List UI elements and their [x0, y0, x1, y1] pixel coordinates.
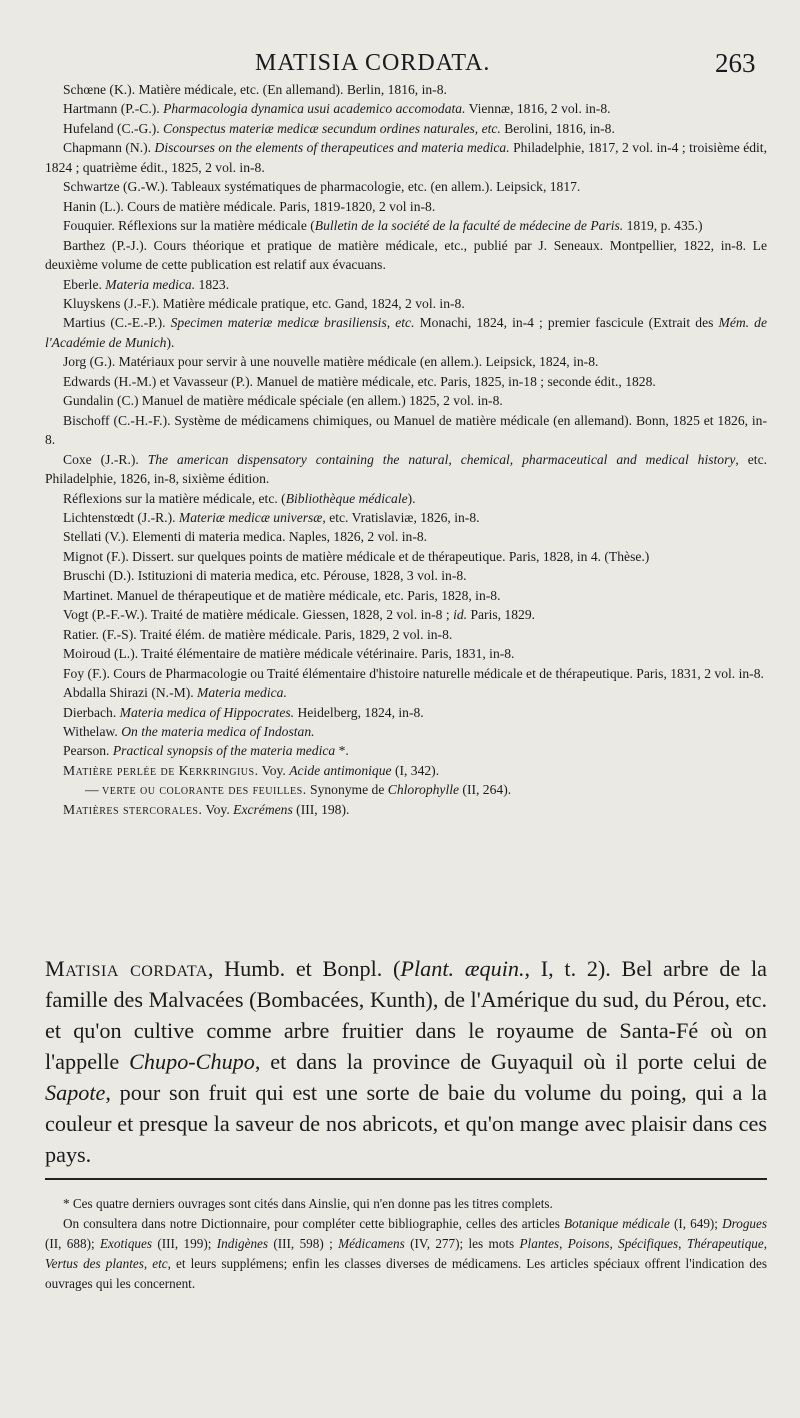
italic-text: Médicamens	[338, 1236, 405, 1251]
article-paragraph	[45, 953, 767, 1170]
text-run: On consultera dans notre Dictionnaire, pour compléter cette bibliographie, celles des articles	[63, 1216, 564, 1231]
bibliography-entry	[45, 275, 767, 294]
text-run: 1823.	[195, 276, 230, 292]
bibliography-entry	[45, 625, 767, 644]
italic-text: Excrémens	[233, 801, 293, 817]
page-number: 263	[715, 48, 756, 78]
italic-text: Spécifiques	[618, 1236, 679, 1251]
small-caps-text: Matisia cordata	[45, 956, 208, 981]
bibliography-entry	[45, 197, 767, 216]
bibliography-entry	[45, 177, 767, 196]
text-run: Vogt (P.-F.-W.). Traité de matière médicale. Giessen, 1828, 2 vol. in-8 ;	[63, 607, 454, 623]
text-run: Monachi, 1824, in-4 ; premier fascicule (Extrait des	[414, 315, 719, 331]
bibliography-entry	[45, 508, 767, 527]
bibliography-entry	[45, 741, 767, 760]
text-run: (II, 688);	[45, 1236, 100, 1251]
italic-text: Materia medica.	[197, 685, 287, 701]
bibliography-entry	[45, 703, 767, 722]
bibliography-entry	[45, 236, 767, 275]
footnote-block	[45, 1194, 767, 1294]
text-run: ,	[763, 1236, 768, 1251]
small-caps-text: verte ou colorante des feuilles.	[102, 782, 307, 798]
text-run: Martinet. Manuel de thérapeutique et de matière médicale, etc. Paris, 1828, in-8.	[63, 587, 501, 603]
bibliography-entry	[45, 313, 767, 352]
text-run: Hanin (L.). Cours de matière médicale. Paris, 1819-1820, 2 vol in-8.	[63, 198, 436, 214]
text-run: Paris, 1829.	[467, 607, 536, 623]
bibliography-entry	[45, 722, 767, 741]
italic-text: Drogues	[722, 1216, 768, 1231]
footnote-paragraph	[45, 1214, 767, 1294]
text-run: ).	[407, 490, 416, 506]
text-run: (I, 342).	[391, 762, 440, 778]
bibliography-entry	[45, 372, 767, 391]
text-run: ,	[609, 1236, 619, 1251]
text-run: Dierbach.	[63, 704, 120, 720]
italic-text: On the materia medica of Indostan.	[121, 723, 315, 739]
bibliography-entry	[45, 80, 767, 99]
article-matisia-cordata	[45, 953, 767, 1170]
text-run: Voy.	[258, 762, 290, 778]
bibliography-entry	[45, 411, 767, 450]
text-run: (III, 199);	[152, 1236, 217, 1251]
text-run: Foy (F.). Cours de Pharmacologie ou Traité élémentaire d'histoire naturelle médicale et de thérapeutique. Paris, 1831, 2 vol. in-8.	[63, 665, 764, 681]
text-run: , pour son fruit qui est une sorte de baie du volume du poing, qui a la couleur et presque la saveur de nos abricots, et qu'on mange avec plaisir dans ces pays.	[45, 1080, 767, 1167]
text-run: (I, 649);	[669, 1216, 723, 1231]
italic-text: Practical synopsis of the materia medica	[112, 743, 336, 759]
text-run: Lichtenstœdt (J.-R.).	[63, 509, 179, 525]
text-run: Ratier. (F.-S). Traité élém. de matière médicale. Paris, 1829, 2 vol. in-8.	[63, 626, 453, 642]
text-run: Bischoff (C.-H.-F.). Système de médicamens chimiques, ou Manuel de matière médicale (en allemand). Bonn, 1825 et 1826, in-8.	[45, 412, 767, 448]
text-run: , etc. Vratislaviæ, 1826, in-8.	[322, 509, 480, 525]
text-run: (III, 598) ;	[268, 1236, 339, 1251]
bibliography-entry	[45, 119, 767, 138]
text-run: Jorg (G.). Matériaux pour servir à une nouvelle matière médicale (en allem.). Leipsick, 1824, in-8.	[63, 354, 599, 370]
text-run: Coxe (J.-R.).	[63, 451, 148, 467]
text-run: Edwards (H.-M.) et Vavasseur (P.). Manuel de matière médicale, etc. Paris, 1825, in-18 ; seconde édit., 1828.	[63, 373, 656, 389]
bibliography-entry	[45, 450, 767, 489]
text-run: Mignot (F.). Dissert. sur quelques points de matière médicale et de thérapeutique. Paris, 1828, in 4. (Thèse.)	[63, 548, 650, 564]
text-run: Heidelberg, 1824, in-8.	[294, 704, 424, 720]
text-run: Eberle.	[63, 276, 106, 292]
bibliography-entry	[45, 489, 767, 508]
footnote-paragraph	[45, 1194, 767, 1214]
text-run: Réflexions sur la matière médicale, etc. (	[63, 490, 286, 506]
italic-text: Acide antimonique	[289, 762, 392, 778]
italic-text: Plant. æquin.	[400, 956, 525, 981]
text-run: Viennæ, 1816, 2 vol. in-8.	[465, 101, 611, 117]
text-run: Schwartze (G.-W.). Tableaux systématiques de pharmacologie, etc. (en allem.). Leipsick, 1817.	[63, 179, 581, 195]
italic-text: Poisons	[567, 1236, 610, 1251]
small-caps-text: Matières stercorales.	[63, 801, 203, 817]
bibliography-entry	[45, 644, 767, 663]
italic-text: Conspectus materiæ medicæ secundum ordines naturales, etc.	[163, 120, 501, 136]
text-run: Moiroud (L.). Traité élémentaire de matière médicale vétérinaire. Paris, 1831, in-8.	[63, 646, 515, 662]
text-run: Philadelphie, 1817, 2 vol. in-4 ; troisième édit, 1824 ; quatrième édit., 1825, 2 vol. in-8.	[45, 140, 767, 175]
text-run: ,	[678, 1236, 687, 1251]
text-run: Fouquier. Réflexions sur la matière médicale (	[63, 218, 315, 234]
italic-text: Mém. de l'Académie de Munich	[45, 315, 767, 350]
text-run: , etc. Philadelphie, 1826, in-8, sixième édition.	[45, 451, 767, 487]
text-run: 1819, p. 435.)	[623, 218, 703, 234]
bibliography-entry	[45, 586, 767, 605]
text-run: Synonyme de	[306, 782, 388, 798]
bibliography-entry	[45, 683, 767, 702]
text-run: ,	[559, 1236, 568, 1251]
text-run: Pearson.	[63, 743, 113, 759]
text-run: Martius (C.-E.-P.).	[63, 315, 171, 331]
running-title: MATISIA CORDATA.	[255, 50, 491, 76]
italic-text: Thérapeutique	[686, 1236, 764, 1251]
text-run: Chapmann (N.).	[63, 140, 155, 156]
text-run: Schœne (K.). Matière médicale, etc. (En allemand). Berlin, 1816, in-8.	[63, 82, 447, 97]
text-run: Hartmann (P.-C.).	[63, 101, 164, 117]
bibliography-entry	[45, 664, 767, 683]
bibliography-entry	[45, 138, 767, 177]
bibliography-entry	[45, 352, 767, 371]
text-run: Barthez (P.-J.). Cours théorique et pratique de matière médicale, etc., publié par J. Seneaux. Montpellier, 1822, in-8. Le deuxième volume de cette publication est relatif aux évacuans.	[45, 237, 767, 273]
italic-text: Specimen materiæ medicæ brasiliensis, etc.	[170, 315, 415, 331]
italic-text: Materiæ medicæ universæ	[178, 509, 323, 525]
text-run: Stellati (V.). Elementi di materia medica. Naples, 1826, 2 vol. in-8.	[63, 529, 428, 545]
italic-text: Chupo-Chupo	[129, 1049, 255, 1074]
italic-text: Materia medica of Hippocrates.	[119, 704, 295, 720]
text-run: Berolini, 1816, in-8.	[500, 120, 615, 136]
bibliography-entry	[45, 391, 767, 410]
bibliography-entry	[45, 527, 767, 546]
italic-text: Bibliothèque médicale	[285, 490, 408, 506]
text-run: , I, t. 2). Bel arbre de la famille des Malvacées (Bombacées, Kunth), de l'Amérique du sud, du Pérou, etc. et qu'on cultive comme arbre fruitier dans le royaume de Santa-Fé où on l'appelle	[45, 956, 767, 1074]
italic-text: Plantes	[519, 1236, 560, 1251]
italic-text: Botanique médicale	[563, 1216, 670, 1231]
text-run: —	[85, 782, 102, 798]
bibliography-entry	[45, 547, 767, 566]
bibliography-entry	[45, 761, 767, 780]
bibliography-entry	[45, 780, 767, 799]
italic-text: Chlorophylle	[387, 782, 460, 798]
text-run: Voy.	[202, 801, 234, 817]
italic-text: id.	[453, 607, 468, 623]
text-run: Bruschi (D.). Istituzioni di materia medica, etc. Pérouse, 1828, 3 vol. in-8.	[63, 568, 467, 584]
small-caps-text: Matière perlée de Kerkringius.	[63, 762, 259, 778]
bibliography-entry	[45, 566, 767, 585]
bibliography-entry	[45, 800, 767, 819]
text-run: ).	[166, 334, 175, 350]
bibliography-entry	[45, 216, 767, 235]
italic-text: Discourses on the elements of therapeutices and materia medica.	[154, 140, 510, 156]
text-run: (III, 198).	[292, 801, 350, 817]
italic-text: Indigènes	[216, 1236, 269, 1251]
bibliography-entry	[45, 605, 767, 624]
text-run: Withelaw.	[63, 723, 122, 739]
text-run: , et leurs supplémens; enfin les classes diverses de médicamens. Les articles spéciaux offrent l'indication des ouvrages qui les concernent.	[45, 1256, 767, 1291]
text-run: Gundalin (C.) Manuel de matière médicale spéciale (en allem.) 1825, 2 vol. in-8.	[63, 393, 503, 409]
text-run: *.	[335, 743, 349, 759]
italic-text: Pharmacologia dynamica usui academico accomodata.	[163, 101, 466, 117]
text-run: (II, 264).	[459, 782, 512, 798]
italic-text: Exotiques	[100, 1236, 153, 1251]
italic-text: Materia medica.	[105, 276, 196, 292]
italic-text: Bulletin de la société de la faculté de médecine de Paris.	[314, 218, 624, 234]
bibliography-entry	[45, 99, 767, 118]
bibliography-entry	[45, 294, 767, 313]
text-run: Hufeland (C.-G.).	[63, 120, 164, 136]
text-run: Kluyskens (J.-F.). Matière médicale pratique, etc. Gand, 1824, 2 vol. in-8.	[63, 295, 465, 311]
text-run: Abdalla Shirazi (N.-M).	[63, 685, 198, 701]
footnote-rule	[45, 1178, 767, 1180]
text-run: (IV, 277); les mots	[404, 1236, 520, 1251]
text-run: , et dans la province de Guyaquil où il porte celui de	[254, 1049, 768, 1074]
bibliography-list	[45, 80, 767, 819]
italic-text: Sapote	[45, 1080, 106, 1105]
text-run: , Humb. et Bonpl. (	[207, 956, 401, 981]
italic-text: The american dispensatory containing the natural, chemical, pharmaceutical and medical history	[147, 451, 736, 467]
text-run: * Ces quatre derniers ouvrages sont cités dans Ainslie, qui n'en donne pas les titres complets.	[63, 1196, 553, 1211]
italic-text: Vertus des plantes, etc	[45, 1256, 168, 1271]
